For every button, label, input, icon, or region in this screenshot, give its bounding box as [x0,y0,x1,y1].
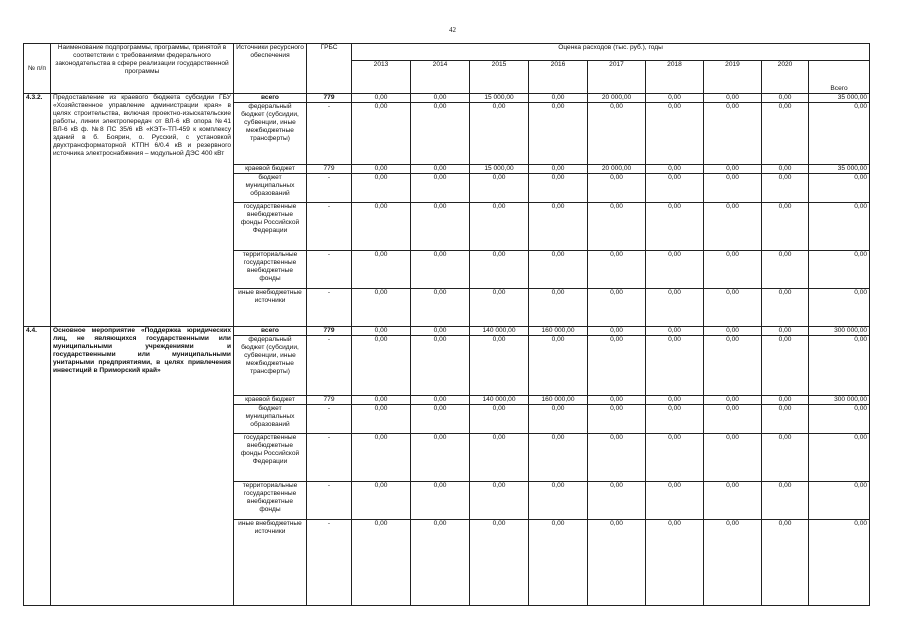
value-2015: 140 000,00 [470,327,529,336]
value-2013: 0,00 [352,289,411,327]
grbs-cell: 779 [307,165,352,174]
value-2013: 0,00 [352,203,411,251]
source-cell: краевой бюджет [234,165,307,174]
value-2016: 0,00 [529,94,588,103]
value-2019: 0,00 [704,165,762,174]
value-2016: 0,00 [529,434,588,482]
source-cell: иные внебюджетные источники [234,520,307,606]
grbs-cell: - [307,174,352,203]
value-2017: 20 000,00 [588,94,646,103]
value-2013: 0,00 [352,327,411,336]
value-2014: 0,00 [411,434,470,482]
year-2016: 2016 [529,61,588,94]
total-cell: 300 000,00 [809,396,870,405]
value-2014: 0,00 [411,165,470,174]
header-name: Наименование подпрограммы, программы, принятой в соответствии с требованиями федерального законодательства в сфере реализации государственной программы [51,44,234,94]
value-2015: 0,00 [470,482,529,520]
total-cell: 35 000,00 [809,165,870,174]
value-2019: 0,00 [704,203,762,251]
value-2016: 160 000,00 [529,327,588,336]
value-2019: 0,00 [704,520,762,606]
grbs-cell: - [307,405,352,434]
value-2015: 140 000,00 [470,396,529,405]
value-2020: 0,00 [762,396,809,405]
value-2014: 0,00 [411,336,470,396]
year-2018: 2018 [646,61,704,94]
value-2020: 0,00 [762,251,809,289]
value-2018: 0,00 [646,203,704,251]
value-2019: 0,00 [704,251,762,289]
total-cell: 0,00 [809,289,870,327]
year-2017: 2017 [588,61,646,94]
value-2015: 0,00 [470,251,529,289]
value-2014: 0,00 [411,289,470,327]
value-2020: 0,00 [762,94,809,103]
value-2016: 0,00 [529,520,588,606]
item-number: 4.4. [24,327,51,606]
value-2013: 0,00 [352,336,411,396]
total-cell: 0,00 [809,203,870,251]
value-2020: 0,00 [762,174,809,203]
value-2015: 0,00 [470,434,529,482]
value-2020: 0,00 [762,103,809,165]
value-2017: 0,00 [588,289,646,327]
source-cell: государственные внебюджетные фонды Российской Федерации [234,434,307,482]
total-cell: 0,00 [809,405,870,434]
value-2018: 0,00 [646,396,704,405]
value-2014: 0,00 [411,405,470,434]
value-2020: 0,00 [762,289,809,327]
grbs-cell: - [307,336,352,396]
value-2018: 0,00 [646,94,704,103]
value-2014: 0,00 [411,174,470,203]
total-cell: 300 000,00 [809,327,870,336]
value-2017: 0,00 [588,482,646,520]
value-2014: 0,00 [411,327,470,336]
value-2016: 0,00 [529,289,588,327]
year-2015: 2015 [470,61,529,94]
value-2017: 0,00 [588,336,646,396]
total-cell: 0,00 [809,103,870,165]
value-2014: 0,00 [411,94,470,103]
value-2017: 0,00 [588,520,646,606]
source-cell: бюджет муниципальных образований [234,405,307,434]
grbs-cell: 779 [307,396,352,405]
source-cell: краевой бюджет [234,396,307,405]
value-2016: 160 000,00 [529,396,588,405]
value-2019: 0,00 [704,482,762,520]
budget-body [24,94,870,606]
value-2019: 0,00 [704,103,762,165]
value-2015: 15 000,00 [470,94,529,103]
value-2016: 0,00 [529,405,588,434]
grbs-cell: - [307,203,352,251]
grbs-cell: 779 [307,327,352,336]
source-cell: федеральный бюджет (субсидии, субвенции, иные межбюджетные трансферты) [234,336,307,396]
value-2018: 0,00 [646,434,704,482]
value-2018: 0,00 [646,327,704,336]
value-2014: 0,00 [411,203,470,251]
value-2019: 0,00 [704,289,762,327]
header-grbs: ГРБС [307,44,352,94]
value-2013: 0,00 [352,520,411,606]
value-2015: 0,00 [470,336,529,396]
value-2020: 0,00 [762,203,809,251]
value-2015: 15 000,00 [470,165,529,174]
year-2014: 2014 [411,61,470,94]
grbs-cell: - [307,520,352,606]
value-2016: 0,00 [529,251,588,289]
value-2016: 0,00 [529,482,588,520]
value-2018: 0,00 [646,289,704,327]
header-total: Всего [809,61,870,94]
value-2013: 0,00 [352,94,411,103]
value-2019: 0,00 [704,336,762,396]
value-2020: 0,00 [762,482,809,520]
value-2018: 0,00 [646,165,704,174]
header-num: № п/п [24,44,51,94]
value-2016: 0,00 [529,103,588,165]
value-2019: 0,00 [704,94,762,103]
header-row-top [24,44,870,61]
value-2019: 0,00 [704,434,762,482]
value-2014: 0,00 [411,482,470,520]
source-cell: государственные внебюджетные фонды Российской Федерации [234,203,307,251]
grbs-cell: - [307,251,352,289]
source-cell: всего [234,327,307,336]
budget-table [23,43,870,606]
total-cell: 0,00 [809,336,870,396]
value-2014: 0,00 [411,396,470,405]
value-2013: 0,00 [352,103,411,165]
value-2015: 0,00 [470,289,529,327]
source-cell: федеральный бюджет (субсидии, субвенции, иные межбюджетные трансферты) [234,103,307,165]
value-2018: 0,00 [646,174,704,203]
value-2017: 0,00 [588,203,646,251]
value-2017: 0,00 [588,396,646,405]
source-cell: бюджет муниципальных образований [234,174,307,203]
grbs-cell: 779 [307,94,352,103]
value-2017: 0,00 [588,405,646,434]
value-2014: 0,00 [411,520,470,606]
source-cell: всего [234,94,307,103]
value-2013: 0,00 [352,482,411,520]
item-title: Предоставление из краевого бюджета субсидии ГБУ «Хозяйственное управление администрации края» в целях строительства, включая проектно-изыскательские работы, линии электропередач от ВЛ-6 кВ опора №41 ВЛ-6 кВ ф. №8 ПС 35/6 кВ «КЭТ»-ТП-459 к комплексу зданий в б. Боярин, о. Русский, с установкой двухтрансформаторной КТПН 6/0.4 кВ и резервного источника электроснабжения – модульной ДЭС 400 кВт [51,94,234,327]
source-cell: иные внебюджетные источники [234,289,307,327]
value-2013: 0,00 [352,396,411,405]
value-2017: 0,00 [588,174,646,203]
value-2013: 0,00 [352,405,411,434]
value-2020: 0,00 [762,405,809,434]
value-2015: 0,00 [470,174,529,203]
value-2014: 0,00 [411,103,470,165]
total-cell: 35 000,00 [809,94,870,103]
header-estimate: Оценка расходов (тыс. руб.), годы [352,44,870,61]
value-2013: 0,00 [352,165,411,174]
value-2018: 0,00 [646,251,704,289]
value-2017: 0,00 [588,327,646,336]
value-2018: 0,00 [646,103,704,165]
value-2020: 0,00 [762,336,809,396]
total-cell: 0,00 [809,482,870,520]
value-2019: 0,00 [704,405,762,434]
value-2016: 0,00 [529,165,588,174]
value-2013: 0,00 [352,174,411,203]
value-2020: 0,00 [762,434,809,482]
grbs-cell: - [307,103,352,165]
value-2019: 0,00 [704,396,762,405]
value-2018: 0,00 [646,405,704,434]
table-row [24,327,870,336]
value-2016: 0,00 [529,336,588,396]
value-2019: 0,00 [704,174,762,203]
value-2017: 0,00 [588,103,646,165]
value-2017: 0,00 [588,434,646,482]
year-2019: 2019 [704,61,762,94]
value-2015: 0,00 [470,405,529,434]
value-2013: 0,00 [352,251,411,289]
value-2020: 0,00 [762,520,809,606]
item-number: 4.3.2. [24,94,51,327]
total-cell: 0,00 [809,174,870,203]
total-cell: 0,00 [809,520,870,606]
value-2018: 0,00 [646,482,704,520]
value-2020: 0,00 [762,327,809,336]
source-cell: территориальные государственные внебюджетные фонды [234,482,307,520]
value-2013: 0,00 [352,434,411,482]
value-2016: 0,00 [529,174,588,203]
value-2015: 0,00 [470,103,529,165]
total-cell: 0,00 [809,251,870,289]
table-row [24,94,870,103]
value-2016: 0,00 [529,203,588,251]
year-2020: 2020 [762,61,809,94]
year-2013: 2013 [352,61,411,94]
value-2015: 0,00 [470,520,529,606]
grbs-cell: - [307,482,352,520]
source-cell: территориальные государственные внебюджетные фонды [234,251,307,289]
value-2015: 0,00 [470,203,529,251]
header-sources: Источники ресурсного обеспечения [234,44,307,94]
value-2018: 0,00 [646,520,704,606]
item-title: Основное мероприятие «Поддержка юридических лиц, не являющихся государственными или муниципальными учреждениями и государственными или муниципальными унитарными предприятиями, в целях привлечения инвестиций в Приморский край» [51,327,234,606]
value-2017: 0,00 [588,251,646,289]
grbs-cell: - [307,434,352,482]
value-2014: 0,00 [411,251,470,289]
value-2020: 0,00 [762,165,809,174]
page-number: 42 [449,26,456,34]
total-cell: 0,00 [809,434,870,482]
value-2017: 20 000,00 [588,165,646,174]
value-2018: 0,00 [646,336,704,396]
grbs-cell: - [307,289,352,327]
value-2019: 0,00 [704,327,762,336]
